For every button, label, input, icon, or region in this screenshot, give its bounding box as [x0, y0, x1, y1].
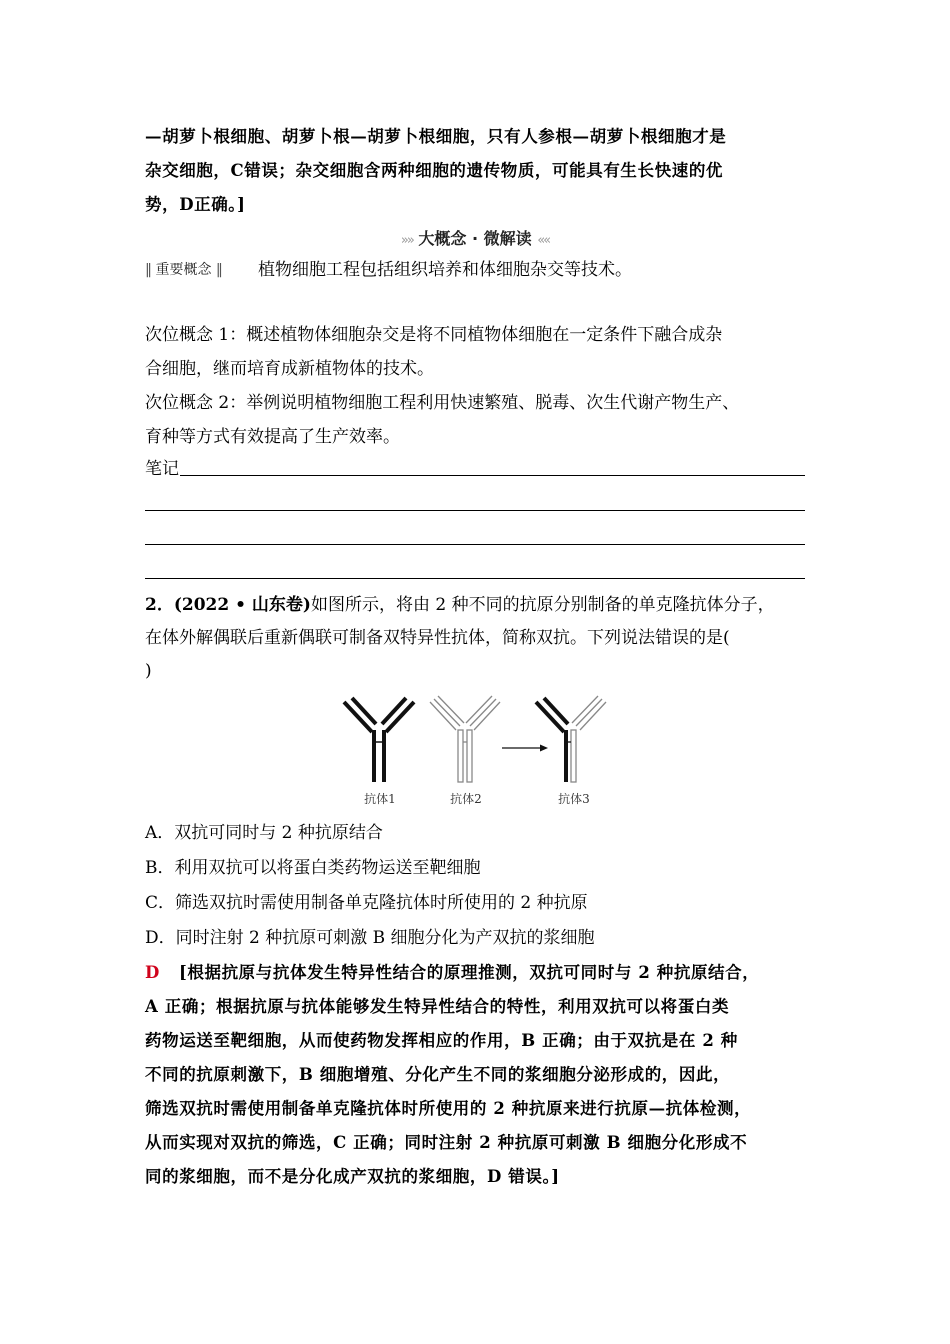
- sub-concept-1-line-1: 次位概念 1：概述植物体细胞杂交是将不同植物体细胞在一定条件下融合成杂: [145, 325, 723, 345]
- question-line-2: 在体外解偶联后重新偶联可制备双特异性抗体，简称双抗。下列说法错误的是(: [145, 628, 730, 648]
- question-source: (2022 • 山东卷): [173, 595, 311, 615]
- chevron-right-icon: »»: [400, 233, 413, 248]
- tag-bar-icon: ‖: [145, 262, 151, 278]
- antibody-1-icon: [344, 698, 414, 782]
- section-banner: [370, 226, 580, 249]
- question-stem: 如图所示，将由 2 种不同的抗原分别制备的单克隆抗体分子，: [310, 595, 775, 615]
- figure-label-2: 抗体2: [450, 792, 482, 806]
- question-line-1: [145, 594, 775, 616]
- option-c[interactable]: C．筛选双抗时需使用制备单克隆抗体时所使用的 2 种抗原: [145, 893, 588, 913]
- option-b[interactable]: B．利用双抗可以将蛋白类药物运送至靶细胞: [145, 858, 481, 878]
- figure-label-3: 抗体3: [558, 792, 590, 806]
- tag-bar-icon: ‖: [215, 262, 222, 278]
- notes-rule: [145, 544, 805, 545]
- option-d[interactable]: D．同时注射 2 种抗原可刺激 B 细胞分化为产双抗的浆细胞: [145, 928, 595, 948]
- answer-line-6: 从而实现对双抗的筛选，C 正确；同时注射 2 种抗原可刺激 B 细胞分化形成不: [145, 1133, 748, 1152]
- answer-line-7: 同的浆细胞，而不是分化成产双抗的浆细胞，D 错误。]: [145, 1167, 560, 1186]
- notes-rule: [145, 510, 805, 511]
- sub-concept-2-line-2: 育种等方式有效提高了生产效率。: [145, 427, 400, 447]
- sub-concept-1-line-2: 合细胞，继而培育成新植物体的技术。: [145, 359, 434, 379]
- answer-line-1: [145, 962, 759, 984]
- answer-line-2: A 正确；根据抗原与抗体能够发生特异性结合的特性，利用双抗可以将蛋白类: [145, 997, 730, 1016]
- key-concept-tag-label: 重要概念: [155, 262, 212, 278]
- notes-label: 笔记: [145, 459, 179, 479]
- antibody-2-icon: [430, 696, 500, 782]
- sub-concept-2-line-1: 次位概念 2：举例说明植物细胞工程利用快速繁殖、脱毒、次生代谢产物生产、: [145, 393, 740, 413]
- banner-title: 大概念 · 微解读: [418, 229, 532, 248]
- arrow-right-icon: [502, 745, 548, 752]
- option-a[interactable]: A．双抗可同时与 2 种抗原结合: [145, 823, 383, 843]
- notes-rule: [145, 578, 805, 579]
- question-line-3: ): [145, 661, 152, 681]
- answer-line-3: 药物运送至靶细胞，从而使药物发挥相应的作用，B 正确；由于双抗是在 2 种: [145, 1031, 738, 1050]
- prev-answer-line-1: —胡萝卜根细胞、胡萝卜根—胡萝卜根细胞，只有人参根—胡萝卜根细胞才是: [145, 127, 727, 146]
- answer-line-5: 筛选双抗时需使用制备单克隆抗体时所使用的 2 种抗原来进行抗原—抗体检测，: [145, 1099, 752, 1118]
- prev-answer-line-3: 势，D正确。]: [145, 195, 246, 214]
- antibody-3-icon: [536, 696, 606, 782]
- prev-answer-line-2: 杂交细胞，C错误；杂交细胞含两种细胞的遗传物质，可能具有生长快速的优: [145, 161, 724, 180]
- answer-line-4: 不同的抗原刺激下，B 细胞增殖、分化产生不同的浆细胞分泌形成的，因此，: [145, 1065, 731, 1084]
- answer-text-1: [根据抗原与抗体发生特异性结合的原理推测，双抗可同时与 2 种抗原结合，: [178, 963, 760, 982]
- figure-label-1: 抗体1: [364, 792, 396, 806]
- antibody-figure: [330, 690, 630, 810]
- answer-letter: D: [145, 963, 160, 982]
- chevron-left-icon: ««: [537, 233, 550, 248]
- key-concept-tag: [145, 259, 222, 279]
- key-concept-text: 植物细胞工程包括组织培养和体细胞杂交等技术。: [258, 260, 632, 280]
- question-number: 2．: [145, 595, 174, 615]
- notes-rule: [180, 475, 805, 476]
